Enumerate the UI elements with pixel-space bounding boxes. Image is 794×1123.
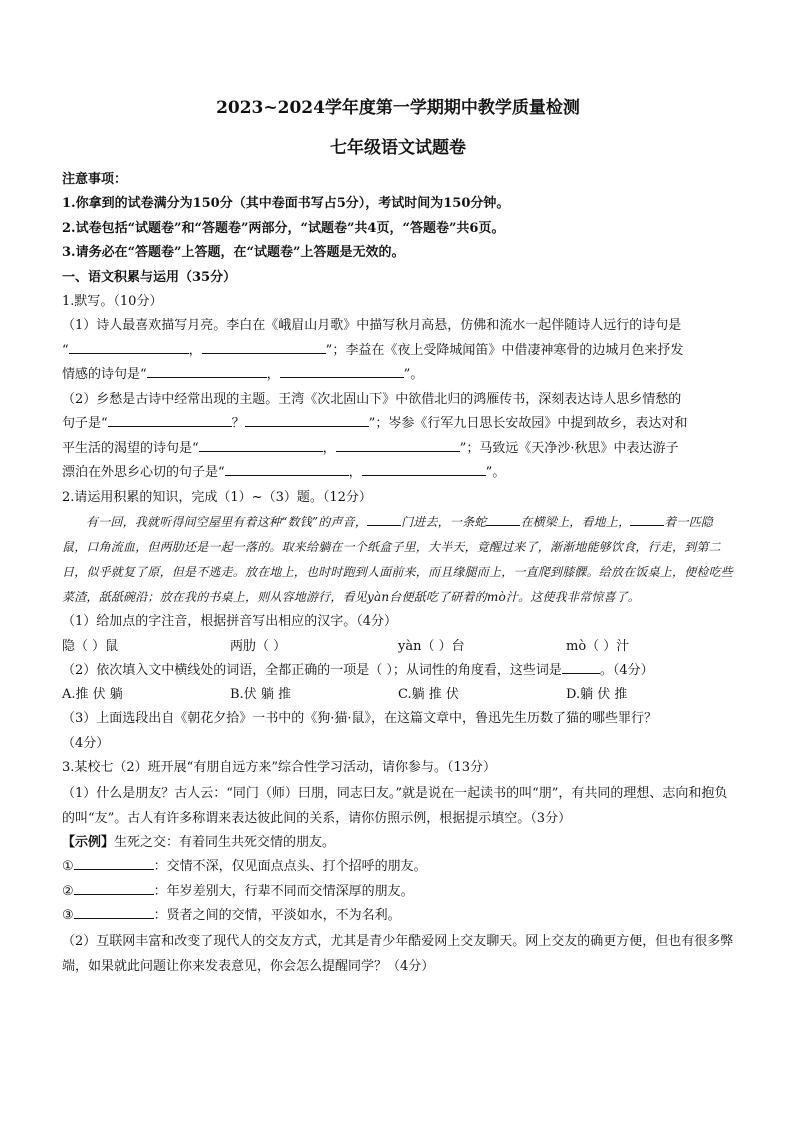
text: （2）依次填入文中横线处的词语，全都正确的一项是（ ）；从词性的角度看，这些词是 (62, 662, 562, 678)
question-3-stem: 3.某校七（2）班开展“有朋自远方来”综合性学习活动，请你参与。（13分） (62, 760, 497, 775)
passage-text: 有一回，我就听得间空屋里有着这种“数钱”的声音， (86, 515, 368, 529)
choice-option[interactable]: B.伏 躺 推 (230, 687, 291, 702)
answer-blank[interactable] (362, 461, 486, 476)
text: ， (348, 465, 362, 480)
pinyin-item: 两肋（ ） (230, 638, 287, 654)
answer-blank[interactable] (74, 880, 154, 895)
item-mark: ② (62, 883, 74, 899)
question-1-part1-line3 (62, 363, 734, 388)
exam-title: 2023~2024学年度第一学期期中教学质量检测 (216, 98, 580, 118)
pinyin-item: 隐（ ）鼠 (62, 638, 119, 654)
item-mark: ① (62, 859, 74, 874)
passage-text: 门进去，一条蛇 (401, 515, 487, 529)
text: ”；马致远《天净沙·秋思》中表达游子 (459, 440, 679, 456)
passage-text: 着一匹隐鼠，口角流血，但两肋还是一起一落的。取来给躺在一个纸盒子里，大半天，竟醒过来了，渐渐地能够饮食，行走，到第二日，似乎就复了原，但是不逃走。放在地上，也时时跑到人面前来，而且缘腿而上，一直爬到膝髁。给放在饭桌上，便检吃些菜渣，舐舐碗沿；放在我的书桌上，则从容地游行，看见yàn台便舐吃了研着的mò汁。这使我非常惊喜了。 (62, 515, 734, 604)
question-2-sub1: （1）给加点的字注音，根据拼音写出相应的汉字。（4分） (62, 614, 398, 629)
choice-option[interactable]: D.躺 伏 推 (566, 687, 628, 702)
item-text: ：贤者之间的交情，平淡如水，不为名利。 (153, 908, 401, 923)
question-1-stem: 1.默写。（10分） (62, 293, 163, 309)
text: ”。 (403, 367, 424, 382)
question-1-part1-line2 (62, 339, 734, 364)
notice-heading: 注意事项： (62, 172, 128, 187)
answer-blank[interactable] (630, 511, 664, 526)
fill-item (62, 855, 734, 880)
text: ， (188, 342, 202, 358)
item-text: ：交情不深，仅见面点点头、打个招呼的朋友。 (153, 859, 427, 874)
answer-blank[interactable] (245, 412, 369, 427)
answer-blank[interactable] (562, 659, 600, 674)
answer-blank[interactable] (74, 855, 154, 870)
question-3-sub1: （1）什么是朋友？古人云：“同门（师）曰朋，同志曰友。”就是说在一起读书的叫“朋”，有共同的理想、志向和抱负的叫“友”。古人有许多称谓来表达彼此间的关系，请你仿照示例，根据提示填空。（3分） (62, 785, 728, 826)
text: ”；岑参《行军九日思长安故园》中提到故乡，表达对和 (368, 416, 688, 431)
item-text: ：年岁差别大，行辈不同而交情深厚的朋友。 (153, 883, 414, 899)
answer-blank[interactable] (199, 437, 323, 452)
text: ”。 (485, 465, 506, 480)
example-line (62, 831, 734, 856)
answer-blank[interactable] (486, 511, 520, 526)
answer-blank[interactable] (225, 461, 349, 476)
notice-item: 2.试卷包括“试题卷”和“答题卷”两部分，“试题卷”共4页，“答题卷”共6页。 (62, 220, 505, 236)
fill-item (62, 904, 734, 929)
question-3-sub2: （2）互联网丰富和改变了现代人的交友方式，尤其是青少年酷爱网上交友聊天。网上交友的确更方便，但也有很多弊端，如果就此问题让你来发表意见，你会怎么提醒同学？（4分） (62, 933, 734, 974)
answer-blank[interactable] (336, 437, 460, 452)
answer-blank[interactable] (280, 363, 404, 378)
question-1-part2-line1: （2）乡愁是古诗中经常出现的主题。王湾《次北固山下》中欲借北归的鸿雁传书，深刻表达诗人思乡情愁的 (62, 391, 682, 407)
question-1-part1-line1: （1）诗人最喜欢描写月亮。李白在《峨眉山月歌》中描写秋月高悬，仿佛和流水一起伴随诗人远行的诗句是 (62, 318, 682, 333)
text: ”；李益在《夜上受降城闻笛》中借凄神寒骨的边城月色来抒发 (325, 342, 684, 358)
example-label: 【示例】 (62, 834, 115, 850)
answer-blank[interactable] (147, 363, 267, 378)
text: 漂泊在外思乡心切的句子是“ (62, 465, 225, 480)
answer-blank[interactable] (69, 339, 189, 354)
question-2-stem: 2.请运用积累的知识，完成（1）~（3）题。（12分） (62, 489, 372, 505)
text: 平生活的渴望的诗句是“ (62, 440, 199, 456)
text: 。（4分） (599, 662, 654, 678)
pinyin-row (62, 635, 734, 659)
text: 句子是“ (62, 416, 108, 431)
answer-blank[interactable] (108, 412, 232, 427)
question-2-sub2 (62, 659, 734, 684)
choice-option[interactable]: A.推 伏 躺 (62, 687, 123, 702)
choice-options (62, 683, 734, 707)
question-2-sub3: （3）上面选段出自《朝花夕拾》一书中的《狗·猫·鼠》，在这篇文章中，鲁迅先生历数了猫的哪些罪行？ (62, 711, 658, 726)
passage-text: 在横梁上，看地上， (520, 515, 631, 529)
text: “ (62, 342, 69, 358)
choice-option[interactable]: C.躺 推 伏 (398, 687, 459, 702)
notice-item: 3.请务必在“答题卷”上答题，在“试题卷”上答题是无效的。 (62, 245, 405, 260)
text: ？ (231, 416, 245, 431)
answer-blank[interactable] (74, 904, 154, 919)
question-1-part2-line3 (62, 437, 734, 462)
question-2-sub3-score: （4分） (62, 735, 110, 751)
reading-passage (62, 510, 734, 610)
question-1-part2-line2 (62, 412, 734, 437)
answer-blank[interactable] (367, 511, 401, 526)
question-1-part2-line4 (62, 461, 734, 486)
section-heading: 一、语文积累与运用（35分） (62, 269, 237, 285)
pinyin-item: mò（ ）汁 (566, 638, 630, 654)
answer-blank[interactable] (202, 339, 326, 354)
text: 情感的诗句是“ (62, 367, 147, 382)
example-text: 生死之交：有着同生共死交情的朋友。 (114, 834, 336, 850)
item-mark: ③ (62, 908, 74, 923)
text: ， (322, 440, 336, 456)
notice-item: 1.你拿到的试卷满分为150分（其中卷面书写占5分），考试时间为150分钟。 (62, 196, 510, 211)
exam-subtitle: 七年级语文试题卷 (330, 138, 466, 158)
text: ， (266, 367, 280, 382)
pinyin-item: yàn（ ）台 (398, 638, 465, 654)
exam-page (62, 92, 734, 979)
fill-item (62, 880, 734, 905)
